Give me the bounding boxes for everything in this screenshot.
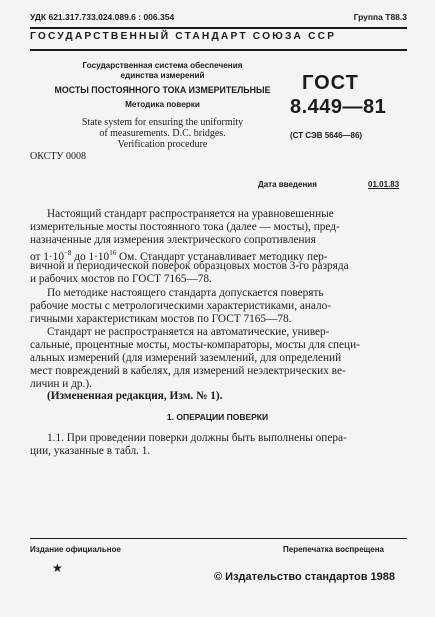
exponent-max: 16 — [109, 249, 117, 257]
standard-title: МОСТЫ ПОСТОЯННОГО ТОКА ИЗМЕРИТЕЛЬНЫЕ — [54, 85, 271, 95]
para3-line-2: сальные, процентные мосты, мосты-компараторы, мосты для специ- — [30, 339, 360, 351]
udk-code: УДК 621.317.733.024.089.6 : 006.354 — [30, 12, 175, 22]
para3-line-1: Стандарт не распространяется на автоматические, универ- — [47, 326, 330, 338]
para1-line-2: измерительные мосты постоянного тока (далее — мосты), пред- — [30, 221, 340, 233]
para1-line-6: и рабочих мостов по ГОСТ 7165—78. — [30, 273, 212, 285]
system-line-1: Государственная система обеспечения — [82, 61, 243, 70]
para1-line-5: вичной и периодической поверок образцовых мостов 3-го разряда — [30, 260, 349, 272]
system-line-2: единства измерений — [120, 71, 205, 80]
state-standard-rule — [30, 49, 407, 51]
para2-line-3: гичными характеристикам мостов по ГОСТ 7165—78. — [30, 313, 292, 325]
resistance-max: до 1·10 — [71, 250, 110, 263]
intro-date: 01.01.83 — [368, 180, 400, 189]
gost-label: ГОСТ — [302, 72, 359, 94]
section-1-line-1: 1.1. При проведении поверки должны быть выполнены опера- — [47, 432, 347, 444]
section-1-heading: 1. ОПЕРАЦИИ ПОВЕРКИ — [166, 412, 269, 422]
section-1-line-2: ции, указанные в табл. 1. — [30, 445, 151, 457]
intro-date-label: Дата введения — [258, 180, 317, 189]
amendment-note: (Измененная редакция, Изм. № 1). — [47, 390, 223, 402]
reprint-prohibited: Перепечатка воспрещена — [283, 545, 384, 554]
para2-line-1: По методике настоящего стандарта допускается поверять — [47, 287, 324, 299]
para3-line-3: альных измерений (для измерений заземлений, для определений — [30, 352, 342, 364]
para1-line-4-end: Ом. Стандарт устанавливает методику пер- — [116, 250, 328, 263]
para2-line-2: рабочие мосты с метрологическими характеристиками, анало- — [30, 300, 332, 312]
english-title-3: Verification procedure — [117, 139, 208, 150]
copyright: © Издательство стандартов 1988 — [214, 571, 395, 583]
exponent-min: −8 — [63, 249, 72, 257]
para1-line-1: Настоящий стандарт распространяется на уравновешенные — [47, 208, 334, 220]
footer-rule — [30, 538, 407, 539]
okstu-code: ОКСТУ 0008 — [30, 151, 87, 162]
state-standard-heading: ГОСУДАРСТВЕННЫЙ СТАНДАРТ СОЮЗА ССР — [30, 31, 337, 42]
english-title-1: State system for ensuring the uniformity — [81, 117, 244, 128]
gost-number: 8.449—81 — [290, 96, 387, 118]
top-rule — [30, 27, 407, 29]
official-edition: Издание официальное — [30, 545, 121, 554]
star-icon: ★ — [52, 561, 63, 575]
cmea-reference: (СТ СЭВ 5646—86) — [290, 131, 363, 140]
para3-line-5: личин и др.). — [30, 378, 92, 390]
standard-subtitle: Методика поверки — [125, 100, 200, 109]
group-code: Группа Т88.3 — [353, 12, 407, 22]
para3-line-4: мест повреждений в кабелях, для измерений неэлектрических ве- — [30, 365, 346, 377]
english-title-2: of measurements. D.C. bridges. — [99, 128, 226, 139]
para1-line-3: назначенные для измерения электрического сопротивления — [30, 234, 316, 246]
resistance-min: от 1·10 — [30, 250, 64, 263]
